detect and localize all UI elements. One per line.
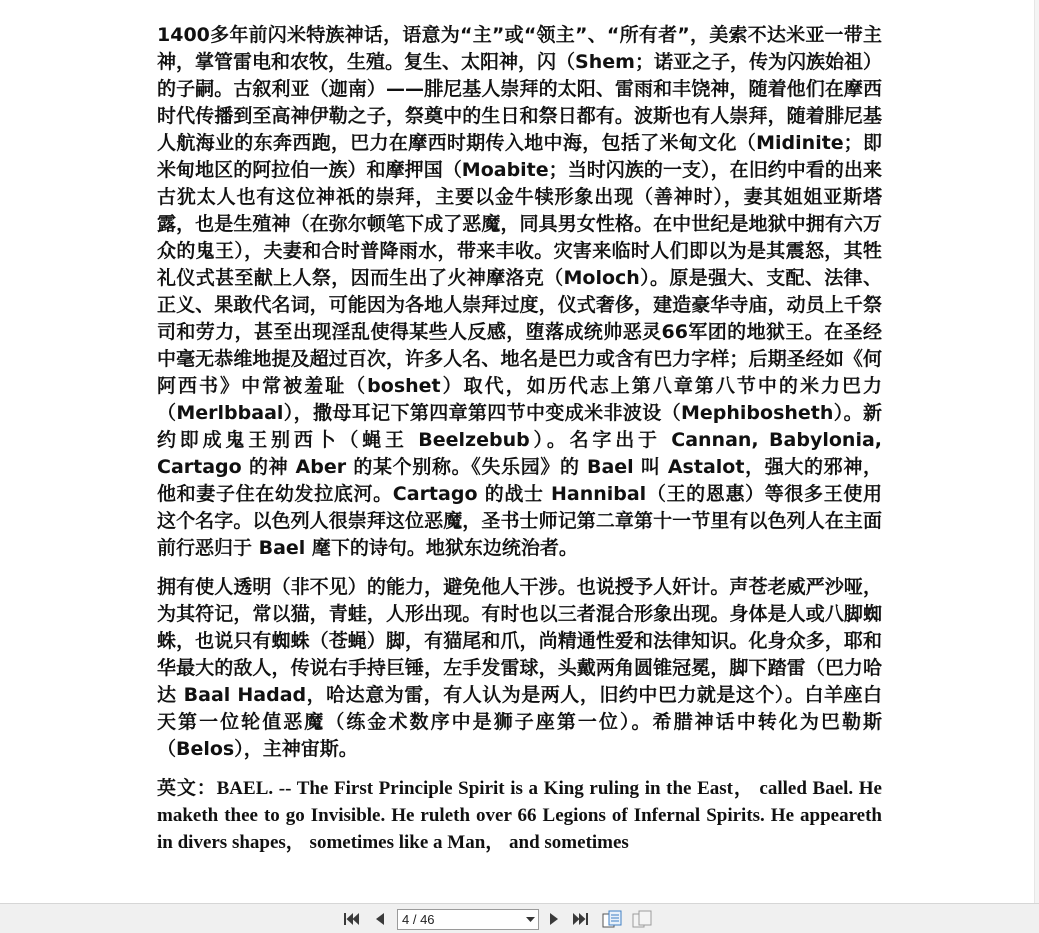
paragraph-abilities: 拥有使人透明（非不见）的能力，避免他人干涉。也说授予人奸计。声苍老威严沙哑，为其符记，常以猫，青蛙，人形出现。有时也以三者混合形象出现。身体是人或八脚蜘蛛，也说只有蜘蛛（苍蝇）脚，有猫尾和爪，尚精通性爱和法律知识。化身众多，耶和华最大的敌人，传说右手持巨锤，左手发雷球，头戴两角圆锥冠冕，脚下踏雷（巴力哈达 Baal Hadad，哈达意为雷，有人认为是两人，旧约中巴力就是这个）。白羊座白天第一位轮值恶魔（练金术数序中是狮子座第一位）。希腊神话中转化为巴勒斯（Belos），主神宙斯。 [157, 576, 882, 760]
fit-page-icon [631, 909, 653, 929]
page-dropdown-button[interactable] [522, 910, 538, 929]
next-page-icon [546, 910, 562, 928]
next-page-button[interactable] [543, 909, 565, 929]
first-page-button[interactable] [340, 909, 362, 929]
fit-width-icon [601, 909, 623, 929]
page-navigation-toolbar [0, 903, 1039, 933]
vertical-scrollbar[interactable] [1034, 0, 1039, 903]
paragraph-english: 英文：BAEL. -- The First Principle Spirit is a King ruling in the East， called Bael. He maketh thee to go Invisible. He ruleth over 66 Legions of Infernal Spirits. He appeareth in divers shapes， sometimes like a Man， and sometimes [157, 778, 882, 853]
fit-width-button[interactable] [601, 909, 623, 929]
first-page-icon [341, 910, 361, 928]
previous-page-icon [372, 910, 388, 928]
fit-page-button[interactable] [631, 909, 653, 929]
last-page-button[interactable] [570, 909, 592, 929]
paragraph-history: 1400多年前闪米特族神话，语意为“主”或“领主”、“所有者”，美索不达米亚一带主神，掌管雷电和农牧，生殖。复生、太阳神，闪（Shem；诺亚之子，传为闪族始祖）的子嗣。古叙利亚（迦南）——腓尼基人崇拜的太阳、雷雨和丰饶神，随着他们在摩西时代传播到至高神伊勒之子，祭奠中的生日和祭日都有。波斯也有人崇拜，随着腓尼基人航海业的东奔西跑，巴力在摩西时期传入地中海，包括了米甸文化（Midinite；即米甸地区的阿拉伯一族）和摩押国（Moabite；当时闪族的一支），在旧约中看的出来古犹太人也有这位神祇的崇拜，主要以金牛犊形象出现（善神时），妻其姐姐亚斯塔露，也是生殖神（在弥尔顿笔下成了恶魔，同具男女性格。在中世纪是地狱中拥有六万众的鬼王），夫妻和合时普降雨水，带来丰收。灾害来临时人们即以为是其震怒，其牲礼仪式甚至献上人祭，因而生出了火神摩洛克（Moloch）。原是强大、支配、法律、正义、果敢代名词，可能因为各地人崇拜过度，仪式奢侈，建造豪华寺庙，动员上千祭司和劳力，甚至出现淫乱使得某些人反感，堕落成统帅恶灵66军团的地狱王。在圣经中毫无恭维地提及超过百次，许多人名、地名是巴力或含有巴力字样；后期圣经如《何阿西书》中常被羞耻（boshet）取代，如历代志上第八章第八节中的米力巴力（Merlbbaal），撒母耳记下第四章第四节中变成米非波设（Mephibosheth）。新约即成鬼王别西卜（蝇王 Beelzebub）。名字出于 Cannan, Babylonia, Cartago 的神 Aber 的某个别称。《失乐园》的 Bael 叫 Astalot，强大的邪神，他和妻子住在幼发拉底河。Cartago 的战士 Hannibal（王的恩惠）等很多王使用这个名字。以色列人很崇拜这位恶魔，圣书士师记第二章第十一节里有以色列人在主面前行恶归于 Bael 麾下的诗句。地狱东边统治者。 [157, 24, 882, 559]
document-page [157, 22, 882, 868]
last-page-icon [571, 910, 591, 928]
page-number-value: 4 / 46 [402, 912, 435, 927]
page-number-select[interactable] [397, 909, 539, 930]
previous-page-button[interactable] [369, 909, 391, 929]
chevron-down-icon [526, 917, 535, 923]
